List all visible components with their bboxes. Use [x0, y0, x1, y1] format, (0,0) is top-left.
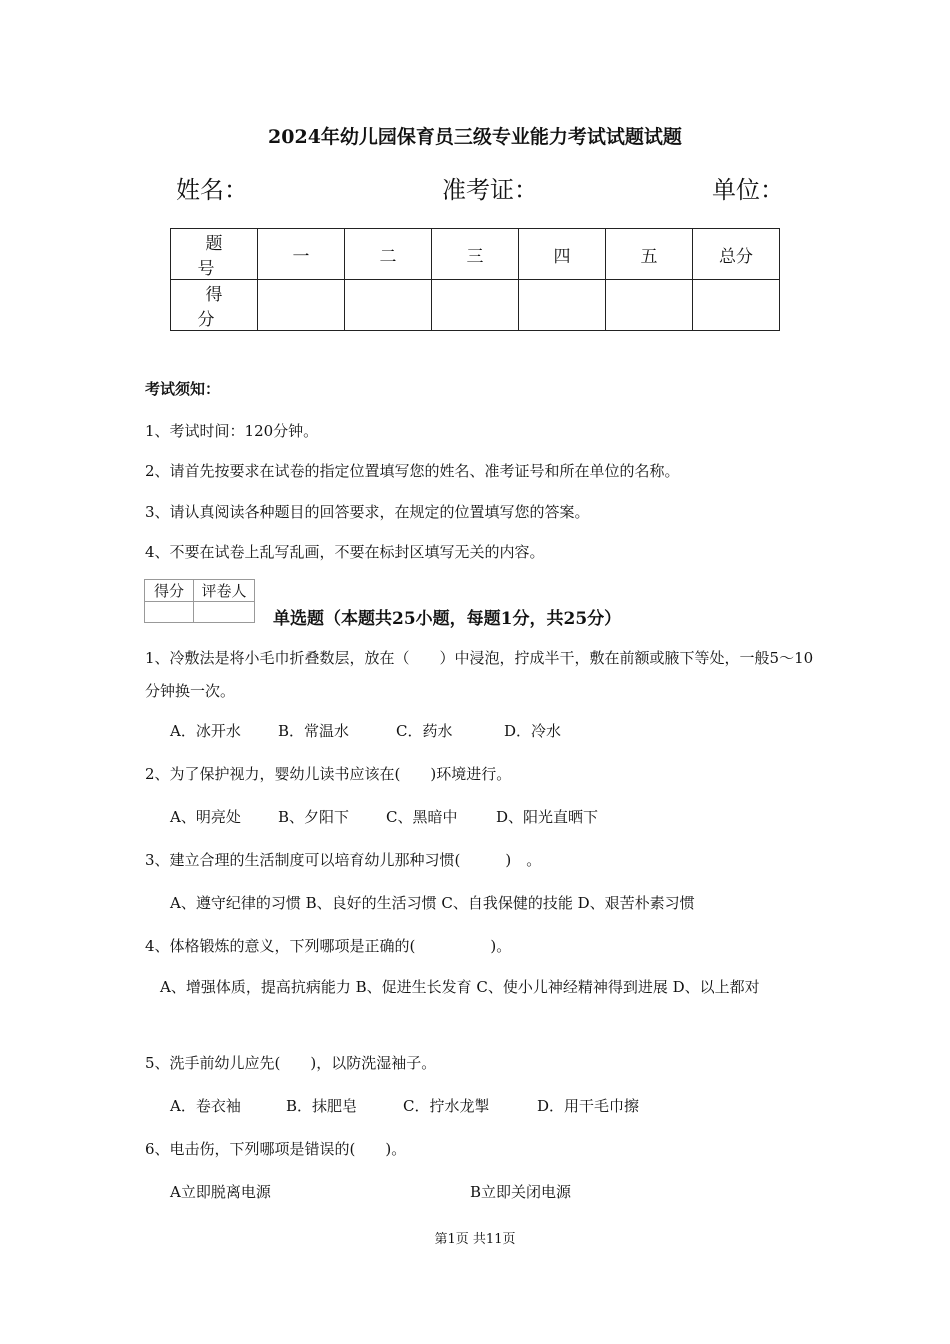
- option[interactable]: B．抹肥皂: [286, 1097, 358, 1115]
- score-entry-cell[interactable]: [345, 280, 432, 331]
- question-text: 3、建立合理的生活制度可以培育幼儿那种习惯( ) 。: [145, 851, 542, 869]
- grader-box-score-label: 得分: [145, 580, 194, 602]
- score-table-cell: 一: [258, 229, 345, 280]
- grader-box: [144, 579, 255, 623]
- option[interactable]: B、夕阳下: [278, 808, 350, 826]
- option[interactable]: B立即关闭电源: [470, 1183, 572, 1201]
- option[interactable]: A立即脱离电源: [170, 1183, 271, 1201]
- option[interactable]: A．卷衣袖: [170, 1097, 241, 1115]
- option[interactable]: D．用干毛巾擦: [537, 1097, 640, 1115]
- score-table: [170, 228, 780, 331]
- option[interactable]: A．冰开水: [170, 722, 241, 740]
- notice-item: 1、考试时间：120分钟。: [145, 422, 319, 440]
- score-table-cell: 五: [606, 229, 693, 280]
- page-title: 2024年幼儿园保育员三级专业能力考试试题试题: [268, 126, 682, 148]
- option[interactable]: A、明亮处: [170, 808, 241, 826]
- notice-heading: 考试须知：: [145, 380, 221, 398]
- option[interactable]: D、阳光直晒下: [496, 808, 599, 826]
- grader-box-grader-label: 评卷人: [194, 580, 255, 602]
- grader-box-grader-cell[interactable]: [194, 602, 255, 623]
- page-footer: 第1页 共11页: [434, 1232, 516, 1247]
- question-text: 4、体格锻炼的意义，下列哪项是正确的( )。: [145, 937, 512, 955]
- score-table-cell: 得 分: [171, 280, 258, 331]
- score-table-cell: 四: [519, 229, 606, 280]
- option[interactable]: D．冷水: [504, 722, 562, 740]
- score-entry-cell[interactable]: [606, 280, 693, 331]
- notice-item: 2、请首先按要求在试卷的指定位置填写您的姓名、准考证号和所在单位的名称。: [145, 462, 680, 480]
- score-table-cell: 三: [432, 229, 519, 280]
- score-entry-cell[interactable]: [432, 280, 519, 331]
- notice-item: 3、请认真阅读各种题目的回答要求，在规定的位置填写您的答案。: [145, 503, 590, 521]
- question-text: 2、为了保护视力，婴幼儿读书应该在( )环境进行。: [145, 765, 512, 783]
- grader-box-score-cell[interactable]: [145, 602, 194, 623]
- options-line[interactable]: A、遵守纪律的习惯 B、良好的生活习惯 C、自我保健的技能 D、艰苦朴素习惯: [170, 894, 695, 912]
- score-table-header-row: [171, 229, 780, 280]
- ticket-field-label: 准考证：: [442, 176, 538, 204]
- score-table-cell: 题 号: [171, 229, 258, 280]
- option[interactable]: B．常温水: [278, 722, 350, 740]
- question-text: 6、电击伤，下列哪项是错误的( )。: [145, 1140, 407, 1158]
- option[interactable]: C．药水: [396, 722, 453, 740]
- question-text: 5、洗手前幼儿应先( )，以防洗湿袖子。: [145, 1054, 437, 1072]
- notice-item: 4、不要在试卷上乱写乱画，不要在标封区填写无关的内容。: [145, 543, 545, 561]
- unit-field-label: 单位：: [712, 176, 784, 204]
- score-entry-cell[interactable]: [519, 280, 606, 331]
- score-table-score-row: [171, 280, 780, 331]
- option[interactable]: C．拧水龙掣: [403, 1097, 490, 1115]
- score-entry-cell[interactable]: [693, 280, 780, 331]
- option[interactable]: C、黑暗中: [386, 808, 458, 826]
- options-line[interactable]: A、增强体质，提高抗病能力 B、促进生长发育 C、使小儿神经精神得到进展 D、以上都对: [145, 978, 760, 996]
- score-table-cell: 总分: [693, 229, 780, 280]
- score-table-cell: 二: [345, 229, 432, 280]
- section-title: 单选题（本题共25小题，每题1分，共25分）: [273, 609, 622, 629]
- name-field-label: 姓名：: [176, 176, 248, 204]
- question-text: 1、冷敷法是将小毛巾折叠数层，放在（ ）中浸泡，拧成半干，敷在前额或腋下等处，一般5～10分钟换一次。: [145, 649, 814, 700]
